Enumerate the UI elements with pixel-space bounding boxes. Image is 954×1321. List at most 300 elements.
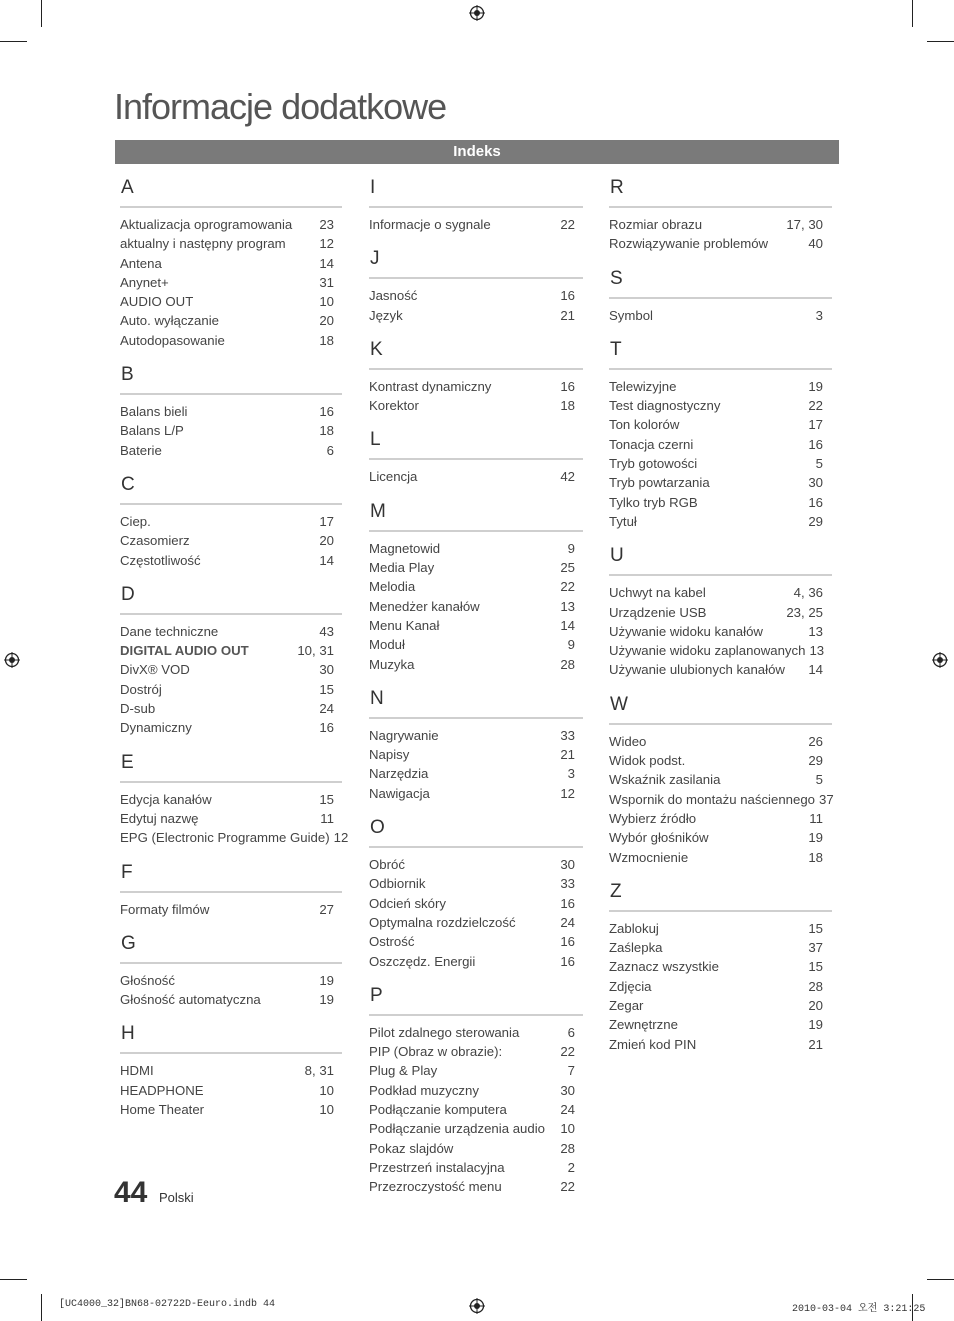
index-page-ref: 16 xyxy=(560,895,575,911)
index-term: Przezroczystość menu xyxy=(369,1179,502,1195)
index-entry xyxy=(609,751,832,770)
index-term: Kontrast dynamiczny xyxy=(369,378,492,394)
index-entry xyxy=(120,1081,342,1100)
index-page-ref: 17 xyxy=(319,513,334,529)
index-page-ref: 19 xyxy=(319,992,334,1008)
index-term: DivX® VOD xyxy=(120,662,190,678)
index-term: Zaślepka xyxy=(609,940,663,956)
page-language: Polski xyxy=(159,1190,194,1205)
section-divider xyxy=(120,206,342,208)
index-entry xyxy=(609,938,832,957)
index-term: Widok podst. xyxy=(609,753,686,769)
index-entry xyxy=(120,234,342,253)
index-entry xyxy=(609,583,832,602)
index-entry xyxy=(609,415,832,434)
registration-mark-icon xyxy=(469,5,485,21)
index-page-ref: 10 xyxy=(319,1102,334,1118)
index-entry xyxy=(369,467,583,486)
index-page-ref: 3 xyxy=(815,307,823,323)
index-term: Wybierz źródło xyxy=(609,810,697,826)
crop-mark xyxy=(927,41,954,42)
index-entry xyxy=(120,990,342,1009)
index-term: Baterie xyxy=(120,442,162,458)
index-page-ref: 6 xyxy=(326,442,334,458)
index-letter-heading: M xyxy=(370,500,386,522)
index-entry xyxy=(369,616,583,635)
index-page-ref: 16 xyxy=(319,404,334,420)
index-page-ref: 14 xyxy=(560,617,575,633)
index-entry xyxy=(120,809,342,828)
index-term: Wybór głośników xyxy=(609,830,709,846)
index-term: Podłączanie urządzenia audio xyxy=(369,1121,545,1137)
index-page-ref: 30 xyxy=(319,662,334,678)
index-entry xyxy=(120,790,342,809)
index-entry xyxy=(609,435,832,454)
index-entry xyxy=(120,402,342,421)
index-page-ref: 17, 30 xyxy=(786,217,823,232)
index-entry xyxy=(120,254,342,273)
index-page-ref: 40 xyxy=(808,236,823,252)
index-letter-heading: I xyxy=(370,177,376,198)
index-page-ref: 24 xyxy=(560,1102,575,1118)
index-page-ref: 21 xyxy=(560,307,575,323)
index-entry xyxy=(609,919,832,938)
index-entry xyxy=(609,828,832,847)
index-page-ref: 21 xyxy=(560,747,575,763)
index-section xyxy=(120,861,342,919)
index-section xyxy=(609,267,832,325)
index-page-ref: 33 xyxy=(560,727,575,743)
index-entry xyxy=(609,454,832,473)
index-page-ref: 10 xyxy=(560,1121,575,1137)
index-entry xyxy=(120,1061,342,1080)
index-entry xyxy=(120,421,342,440)
index-entry xyxy=(369,1042,583,1061)
section-divider xyxy=(609,206,832,208)
index-entry xyxy=(120,622,342,641)
index-section xyxy=(120,932,342,1010)
index-term: Częstotliwość xyxy=(120,552,201,568)
index-letter-heading: N xyxy=(370,687,384,709)
index-page-ref: 17 xyxy=(808,417,823,433)
index-section xyxy=(120,363,342,460)
index-page-ref: 22 xyxy=(560,1179,575,1195)
index-entry xyxy=(609,493,832,512)
index-letter-heading: J xyxy=(370,248,380,270)
section-divider xyxy=(120,393,342,395)
index-term: Tytuł xyxy=(609,513,637,529)
index-term: Nawigacja xyxy=(369,785,430,801)
index-letter-heading: P xyxy=(370,984,383,1006)
index-term: Korektor xyxy=(369,398,419,414)
index-page-ref: 16 xyxy=(808,494,823,510)
index-term: Balans bieli xyxy=(120,404,188,420)
index-term: Tylko tryb RGB xyxy=(609,494,698,510)
index-term: Edycja kanałów xyxy=(120,791,212,807)
index-entry xyxy=(120,215,342,234)
index-term: Nagrywanie xyxy=(369,727,439,743)
section-divider xyxy=(369,717,583,719)
index-section xyxy=(120,176,342,350)
section-divider xyxy=(369,368,583,370)
crop-mark xyxy=(0,41,27,42)
index-entry xyxy=(120,718,342,737)
section-divider xyxy=(369,530,583,532)
crop-mark xyxy=(927,1279,954,1280)
index-entry xyxy=(120,292,342,311)
registration-mark-icon xyxy=(4,652,20,668)
index-term: Aktualizacja oprogramowania xyxy=(120,217,293,232)
index-term: Zegar xyxy=(609,998,644,1014)
index-column-1 xyxy=(120,176,349,1132)
index-page-ref: 5 xyxy=(815,772,823,788)
index-page-ref: 14 xyxy=(319,552,334,568)
index-page-ref: 12 xyxy=(333,830,349,846)
index-page-ref: 42 xyxy=(560,469,575,485)
index-page-ref: 33 xyxy=(560,876,575,892)
index-entry xyxy=(120,531,342,550)
index-page-ref: 12 xyxy=(560,785,575,801)
index-page-ref: 19 xyxy=(808,1017,823,1033)
index-term: PIP (Obraz w obrazie): xyxy=(369,1044,503,1060)
index-term: Zablokuj xyxy=(609,920,659,936)
index-term: Magnetowid xyxy=(369,540,441,556)
page-title: Informacje dodatkowe xyxy=(114,86,447,127)
index-term: Podkład muzyczny xyxy=(369,1082,479,1098)
index-term: Zdjęcia xyxy=(609,978,652,994)
index-term: Rozmiar obrazu xyxy=(609,217,703,232)
index-term: Muzyka xyxy=(369,656,415,672)
index-term: Dynamiczny xyxy=(120,720,192,736)
index-term: Pokaz slajdów xyxy=(369,1140,454,1156)
index-page-ref: 10 xyxy=(319,1082,334,1098)
index-page-ref: 11 xyxy=(809,810,823,826)
index-page-ref: 9 xyxy=(567,637,575,653)
index-page-ref: 28 xyxy=(808,978,823,994)
section-divider xyxy=(120,613,342,615)
index-entry xyxy=(369,635,583,654)
index-letter-heading: K xyxy=(370,338,383,360)
index-entry xyxy=(609,641,832,660)
index-term: Balans L/P xyxy=(120,423,184,439)
index-entry xyxy=(369,655,583,674)
index-entry xyxy=(120,441,342,460)
index-term: Pilot zdalnego sterowania xyxy=(369,1024,520,1040)
index-term: Optymalna rozdzielczość xyxy=(369,914,516,930)
index-letter-heading: L xyxy=(370,429,381,451)
section-divider xyxy=(369,1014,583,1016)
index-page-ref: 6 xyxy=(567,1024,575,1040)
index-letter-heading: U xyxy=(610,545,624,567)
index-letter-heading: E xyxy=(121,751,134,773)
index-page-ref: 37 xyxy=(808,940,823,956)
index-section xyxy=(369,816,583,971)
index-term: Media Play xyxy=(369,560,435,576)
index-section xyxy=(369,984,583,1197)
index-section xyxy=(609,338,832,531)
section-divider xyxy=(120,781,342,783)
index-page-ref: 15 xyxy=(808,920,823,936)
index-entry xyxy=(369,396,583,415)
index-term: HDMI xyxy=(120,1063,154,1079)
index-entry xyxy=(609,809,832,828)
index-page-ref: 13 xyxy=(808,623,823,639)
index-entry xyxy=(609,977,832,996)
index-term: Anynet+ xyxy=(120,274,169,290)
index-page-ref: 3 xyxy=(567,766,575,782)
index-entry xyxy=(369,215,583,234)
section-divider xyxy=(369,206,583,208)
section-divider xyxy=(609,574,832,576)
index-term: Przestrzeń instalacyjna xyxy=(369,1159,505,1175)
index-entry xyxy=(609,396,832,415)
index-letter-heading: C xyxy=(121,473,135,495)
index-term: Zmień kod PIN xyxy=(609,1036,697,1052)
index-entry xyxy=(369,1139,583,1158)
index-letter-heading: Z xyxy=(610,880,622,902)
index-page-ref: 22 xyxy=(808,398,823,414)
index-entry xyxy=(120,311,342,330)
index-letter-heading: S xyxy=(610,267,623,289)
index-section xyxy=(609,176,832,254)
index-page-ref: 22 xyxy=(560,579,575,595)
index-term: Rozwiązywanie problemów xyxy=(609,236,769,252)
section-divider xyxy=(120,891,342,893)
index-entry xyxy=(369,784,583,803)
section-divider xyxy=(609,297,832,299)
index-entry xyxy=(609,603,832,622)
index-column-2 xyxy=(369,176,583,1210)
index-entry xyxy=(369,558,583,577)
index-entry xyxy=(609,1015,832,1034)
index-page-ref: 27 xyxy=(319,901,334,917)
section-divider xyxy=(120,962,342,964)
index-letter-heading: B xyxy=(121,364,134,386)
index-page-ref: 30 xyxy=(808,475,823,491)
index-entry xyxy=(369,1100,583,1119)
crop-mark xyxy=(41,1294,42,1321)
index-entry xyxy=(369,894,583,913)
index-entry xyxy=(369,855,583,874)
index-page-ref: 31 xyxy=(319,274,334,290)
index-term: aktualny i następny program xyxy=(120,236,286,252)
index-term: EPG (Electronic Programme Guide) xyxy=(120,830,330,846)
index-entry xyxy=(369,932,583,951)
index-term: Język xyxy=(369,307,403,323)
registration-mark-icon xyxy=(932,652,948,668)
index-page-ref: 19 xyxy=(808,830,823,846)
index-entry xyxy=(120,680,342,699)
index-page-ref: 4, 36 xyxy=(793,585,823,601)
index-entry xyxy=(609,660,832,679)
index-term: Zaznacz wszystkie xyxy=(609,959,719,975)
index-letter-heading: D xyxy=(121,583,135,605)
index-term: Ton kolorów xyxy=(609,417,680,433)
index-page-ref: 11 xyxy=(320,810,334,826)
section-divider xyxy=(609,910,832,912)
section-divider xyxy=(120,1052,342,1054)
index-entry xyxy=(369,286,583,305)
index-entry xyxy=(369,1023,583,1042)
page-number: 44 xyxy=(114,1176,148,1209)
index-term: Ostrość xyxy=(369,934,415,950)
index-term: Informacje o sygnale xyxy=(369,217,491,232)
index-term: Napisy xyxy=(369,747,410,763)
index-term: Oszczędz. Energii xyxy=(369,953,476,969)
index-entry xyxy=(609,1035,832,1054)
registration-mark-icon xyxy=(469,1298,485,1314)
index-entry xyxy=(369,1177,583,1196)
index-entry xyxy=(120,551,342,570)
index-page-ref: 13 xyxy=(560,598,575,614)
index-term: Autodopasowanie xyxy=(120,332,225,348)
index-section xyxy=(369,176,583,234)
index-letter-heading: G xyxy=(121,932,136,954)
index-entry xyxy=(120,273,342,292)
index-term: Test diagnostyczny xyxy=(609,398,721,414)
index-section xyxy=(609,693,832,867)
index-page-ref: 20 xyxy=(808,998,823,1014)
index-letter-heading: W xyxy=(610,693,628,715)
index-entry xyxy=(609,732,832,751)
index-term: Wskaźnik zasilania xyxy=(609,772,721,788)
index-term: Menedżer kanałów xyxy=(369,598,480,614)
index-page-ref: 15 xyxy=(808,959,823,975)
index-term: Odcień skóry xyxy=(369,895,446,911)
index-term: Plug & Play xyxy=(369,1063,438,1079)
index-entry xyxy=(369,726,583,745)
index-section xyxy=(369,338,583,416)
section-divider xyxy=(369,277,583,279)
index-section xyxy=(609,544,832,679)
index-page-ref: 16 xyxy=(560,288,575,304)
index-entry xyxy=(369,1081,583,1100)
index-entry xyxy=(609,377,832,396)
index-entry xyxy=(369,913,583,932)
section-divider xyxy=(369,458,583,460)
index-section xyxy=(120,473,342,570)
index-term: Telewizyjne xyxy=(609,378,677,394)
index-entry xyxy=(369,539,583,558)
index-entry xyxy=(369,597,583,616)
index-page-ref: 9 xyxy=(567,540,575,556)
index-page-ref: 18 xyxy=(319,423,334,439)
index-term: Ciep. xyxy=(120,513,151,529)
index-section xyxy=(120,751,349,848)
index-page-ref: 16 xyxy=(808,436,823,452)
index-page-ref: 29 xyxy=(808,513,823,529)
index-entry xyxy=(609,848,832,867)
index-entry xyxy=(609,790,832,809)
index-term: Odbiornik xyxy=(369,876,426,892)
index-page-ref: 22 xyxy=(560,217,575,232)
index-section xyxy=(609,880,832,1054)
index-page-ref: 15 xyxy=(319,681,334,697)
index-term: Podłączanie komputera xyxy=(369,1102,507,1118)
index-entry xyxy=(120,699,342,718)
index-page-ref: 18 xyxy=(319,332,334,348)
index-term: Czasomierz xyxy=(120,533,190,549)
index-term: Formaty filmów xyxy=(120,901,210,917)
index-page-ref: 19 xyxy=(808,378,823,394)
index-term: Zewnętrzne xyxy=(609,1017,678,1033)
index-page-ref: 10 xyxy=(319,294,334,310)
index-term: Urządzenie USB xyxy=(609,604,707,620)
index-term: Głośność automatyczna xyxy=(120,992,261,1008)
index-entry xyxy=(369,1119,583,1138)
index-page-ref: 30 xyxy=(560,1082,575,1098)
index-entry xyxy=(369,1158,583,1177)
index-page-ref: 25 xyxy=(560,560,575,576)
index-term: Wspornik do montażu naściennego xyxy=(609,791,815,807)
index-entry xyxy=(120,900,342,919)
index-term: Edytuj nazwę xyxy=(120,810,199,826)
index-term: Home Theater xyxy=(120,1102,205,1118)
index-page-ref: 19 xyxy=(319,972,334,988)
index-entry xyxy=(369,577,583,596)
index-page-ref: 30 xyxy=(560,857,575,873)
index-entry xyxy=(609,234,832,253)
index-entry xyxy=(609,473,832,492)
index-page-ref: 24 xyxy=(319,701,334,717)
index-term: Dane techniczne xyxy=(120,623,219,639)
index-page-ref: 21 xyxy=(808,1036,823,1052)
index-page-ref: 8, 31 xyxy=(304,1063,334,1079)
index-term: Narzędzia xyxy=(369,766,429,782)
index-page-ref: 29 xyxy=(808,753,823,769)
index-page-ref: 20 xyxy=(319,313,334,329)
index-term: HEADPHONE xyxy=(120,1082,204,1098)
section-divider xyxy=(609,368,832,370)
index-letter-heading: T xyxy=(610,338,622,360)
index-page-ref: 18 xyxy=(560,398,575,414)
index-page-ref: 16 xyxy=(560,378,575,394)
index-page-ref: 37 xyxy=(819,791,834,807)
index-letter-heading: O xyxy=(370,817,385,839)
index-entry xyxy=(120,828,349,847)
index-entry xyxy=(609,957,832,976)
index-term: Wzmocnienie xyxy=(609,849,689,865)
index-term: Tonacja czerni xyxy=(609,436,694,452)
index-page-ref: 15 xyxy=(319,791,334,807)
index-entry xyxy=(120,641,342,660)
index-term: DIGITAL AUDIO OUT xyxy=(120,643,249,659)
index-page-ref: 18 xyxy=(808,849,823,865)
index-entry xyxy=(120,660,342,679)
section-bar: Indeks xyxy=(115,140,839,164)
index-term: Dostrój xyxy=(120,681,162,697)
index-entry xyxy=(369,952,583,971)
index-page-ref: 20 xyxy=(319,533,334,549)
index-page-ref: 16 xyxy=(319,720,334,736)
index-column-3 xyxy=(609,176,832,1067)
index-entry xyxy=(369,306,583,325)
index-term: AUDIO OUT xyxy=(120,294,194,310)
index-entry xyxy=(120,1100,342,1119)
index-page-ref: 10, 31 xyxy=(297,643,334,659)
index-term: Symbol xyxy=(609,307,653,323)
index-term: Głośność xyxy=(120,972,175,988)
index-term: Auto. wyłączanie xyxy=(120,313,219,329)
index-page-ref: 13 xyxy=(809,643,825,659)
index-term: Menu Kanał xyxy=(369,617,440,633)
index-page-ref: 23, 25 xyxy=(786,604,823,620)
index-entry xyxy=(609,622,832,641)
index-section xyxy=(120,583,342,738)
index-section xyxy=(369,428,583,486)
index-term: Tryb powtarzania xyxy=(609,475,710,491)
index-letter-heading: H xyxy=(121,1023,135,1045)
